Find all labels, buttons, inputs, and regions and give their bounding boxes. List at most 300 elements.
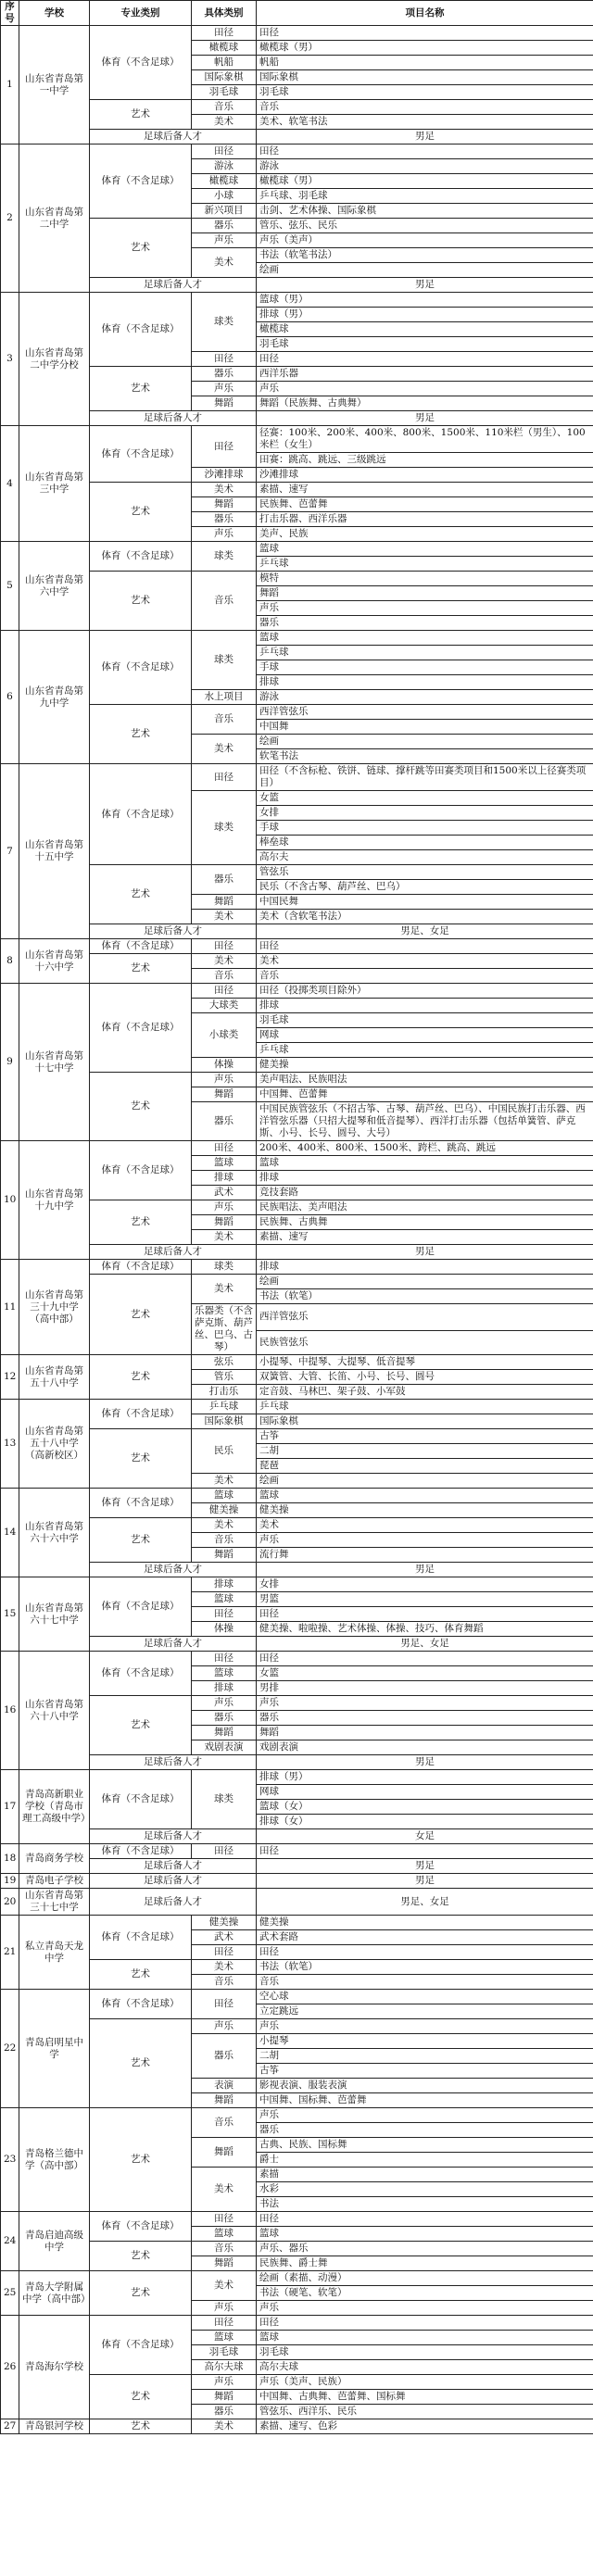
school-number: 7 — [1, 764, 19, 939]
table-row — [1, 1637, 593, 1652]
type-cell: 声乐 — [192, 1073, 257, 1087]
category-cell: 体育（不含足球） — [90, 1770, 192, 1829]
project-cell: 健美操 — [257, 1503, 593, 1518]
school-number: 11 — [1, 1260, 19, 1355]
category-cell: 艺术 — [90, 2242, 192, 2271]
table-row — [1, 1889, 593, 1916]
project-cell: 器乐 — [257, 2123, 593, 2138]
project-cell: 200米、400米、800米、1500米、跨栏、跳高、跳远 — [257, 1141, 593, 1156]
type-cell: 舞蹈 — [192, 2093, 257, 2108]
project-cell: 手球 — [257, 660, 593, 675]
table-row — [1, 483, 593, 497]
project-cell: 健美操 — [257, 1058, 593, 1073]
school-name: 山东省青岛第九中学 — [19, 631, 90, 764]
type-cell: 舞蹈 — [192, 2138, 257, 2168]
school-number: 27 — [1, 2419, 19, 2434]
type-cell: 篮球 — [192, 1592, 257, 1607]
type-cell: 田径 — [192, 764, 257, 791]
category-cell: 体育（不含足球） — [90, 1916, 192, 1960]
project-cell: 国际象棋 — [257, 1414, 593, 1429]
category-cell: 艺术 — [90, 219, 192, 278]
school-number: 21 — [1, 1916, 19, 1990]
project-cell: 男足 — [257, 1563, 593, 1577]
category-cell: 足球后备人才 — [90, 1829, 257, 1844]
type-cell: 美术 — [192, 1230, 257, 1245]
type-cell: 音乐 — [192, 2108, 257, 2138]
table-row — [1, 1770, 593, 1785]
type-cell: 声乐 — [192, 2019, 257, 2034]
project-cell: 田径 — [257, 145, 593, 159]
project-cell: 戏剧表演 — [257, 1740, 593, 1755]
school-number: 8 — [1, 939, 19, 984]
school-number: 20 — [1, 1889, 19, 1916]
type-cell: 田径 — [192, 426, 257, 468]
project-cell: 模特 — [257, 572, 593, 586]
project-cell: 帆船 — [257, 56, 593, 70]
category-cell: 体育（不含足球） — [90, 1260, 192, 1275]
project-cell: 高尔夫 — [257, 850, 593, 865]
school-number: 12 — [1, 1355, 19, 1400]
table-row — [1, 1073, 593, 1087]
category-cell: 足球后备人才 — [90, 1637, 257, 1652]
project-cell: 竞技套路 — [257, 1186, 593, 1200]
project-cell: 声乐 — [257, 382, 593, 396]
table-row — [1, 764, 593, 791]
project-cell: 管乐、弦乐、民乐 — [257, 219, 593, 233]
type-cell: 排球 — [192, 1577, 257, 1592]
project-cell: 书法 — [257, 2197, 593, 2212]
project-cell: 美术、软笔书法 — [257, 115, 593, 130]
type-cell: 民乐 — [192, 1429, 257, 1474]
project-cell: 羽毛球 — [257, 85, 593, 100]
type-cell: 田径 — [192, 26, 257, 41]
type-cell: 田径 — [192, 1652, 257, 1666]
table-row — [1, 145, 593, 159]
project-cell: 古筝 — [257, 1429, 593, 1444]
project-cell: 羽毛球 — [257, 1013, 593, 1028]
school-number: 5 — [1, 542, 19, 631]
category-cell: 艺术 — [90, 705, 192, 764]
category-cell: 足球后备人才 — [90, 1755, 257, 1770]
school-name: 山东省青岛第三十九中学（高中部） — [19, 1260, 90, 1355]
project-cell: 双簧管、大管、长笛、小号、长号、圆号 — [257, 1370, 593, 1385]
school-number: 26 — [1, 2316, 19, 2419]
type-cell: 篮球 — [192, 1489, 257, 1503]
table-row — [1, 954, 593, 969]
type-cell: 美术 — [192, 248, 257, 278]
table-row — [1, 426, 593, 453]
project-cell: 素描、速写 — [257, 1230, 593, 1245]
category-cell: 体育（不含足球） — [90, 26, 192, 100]
type-cell: 帆船 — [192, 56, 257, 70]
project-cell: 素描、速写、色彩 — [257, 2419, 593, 2434]
category-cell: 艺术 — [90, 367, 192, 411]
project-cell: 美声、民族 — [257, 527, 593, 542]
project-cell: 排球（男） — [257, 1770, 593, 1785]
school-name: 山东省青岛第五十八中学 — [19, 1355, 90, 1400]
project-cell: 男篮 — [257, 1592, 593, 1607]
project-cell: 棒垒球 — [257, 836, 593, 850]
category-cell: 足球后备人才 — [90, 1245, 257, 1260]
table-row — [1, 26, 593, 41]
table-row — [1, 924, 593, 939]
category-cell: 足球后备人才 — [90, 1563, 257, 1577]
type-cell: 球类 — [192, 1260, 257, 1275]
category-cell: 体育（不含足球） — [90, 984, 192, 1073]
type-cell: 田径 — [192, 1990, 257, 2019]
school-number: 3 — [1, 293, 19, 426]
project-cell: 声乐 — [257, 2108, 593, 2123]
table-row — [1, 1829, 593, 1844]
project-cell: 排球（女） — [257, 1815, 593, 1829]
school-number: 18 — [1, 1844, 19, 1874]
table-row — [1, 100, 593, 115]
type-cell: 音乐 — [192, 2242, 257, 2256]
category-cell: 体育（不含足球） — [90, 939, 192, 954]
table-row — [1, 2316, 593, 2331]
type-cell: 舞蹈 — [192, 1726, 257, 1740]
type-cell: 羽毛球 — [192, 85, 257, 100]
category-cell: 体育（不含足球） — [90, 1400, 192, 1429]
type-cell: 美术 — [192, 483, 257, 497]
project-cell: 空心球 — [257, 1990, 593, 2004]
type-cell: 音乐 — [192, 1975, 257, 1990]
type-cell: 田径 — [192, 984, 257, 999]
school-name: 山东省青岛第三十七中学 — [19, 1889, 90, 1916]
table-row — [1, 1844, 593, 1859]
type-cell: 舞蹈 — [192, 2390, 257, 2405]
table-row — [1, 542, 593, 557]
table-row — [1, 1696, 593, 1711]
project-cell: 男足、女足 — [257, 1637, 593, 1652]
project-cell: 民族唱法、美声唱法 — [257, 1200, 593, 1215]
type-cell: 田径 — [192, 2316, 257, 2331]
project-cell: 健美操、啦啦操、艺术体操、体操、技巧、体育舞蹈 — [257, 1622, 593, 1637]
project-cell: 西洋管弦乐 — [257, 705, 593, 720]
table-row — [1, 705, 593, 720]
school-name: 私立青岛天龙中学 — [19, 1916, 90, 1990]
project-cell: 乒乓球 — [257, 1400, 593, 1414]
project-cell: 排球 — [257, 1171, 593, 1186]
school-name: 山东省青岛第十九中学 — [19, 1141, 90, 1260]
type-cell: 田径 — [192, 2212, 257, 2227]
category-cell: 体育（不含足球） — [90, 293, 192, 367]
category-cell: 艺术 — [90, 1696, 192, 1755]
project-cell: 素描、速写 — [257, 483, 593, 497]
project-cell: 田赛：跳高、跳远、三级跳远 — [257, 453, 593, 468]
school-number: 1 — [1, 26, 19, 145]
type-cell: 美术 — [192, 1474, 257, 1489]
type-cell: 音乐 — [192, 705, 257, 735]
project-cell: 羽毛球 — [257, 2345, 593, 2360]
project-cell: 声乐 — [257, 601, 593, 616]
table-row — [1, 1563, 593, 1577]
type-cell: 体操 — [192, 1058, 257, 1073]
project-cell: 绘画（素描、动漫） — [257, 2271, 593, 2286]
project-cell: 篮球 — [257, 1489, 593, 1503]
project-cell: 沙滩排球 — [257, 468, 593, 483]
type-cell: 水上项目 — [192, 690, 257, 705]
table-row — [1, 1260, 593, 1275]
project-cell: 西洋乐器 — [257, 367, 593, 382]
category-cell: 足球后备人才 — [90, 924, 257, 939]
type-cell: 健美操 — [192, 1503, 257, 1518]
school-name: 青岛大学附属中学（高中部） — [19, 2271, 90, 2316]
project-cell: 橄榄球（男） — [257, 41, 593, 56]
project-cell: 中国民族管弦乐（不招古筝、古琴、葫芦丝、巴乌）、中国民族打击乐器、西洋管弦乐器（只招大提琴和低音提琴）、西洋打击乐器（包括单簧管、萨克斯、小号、长号、圆号、大号） — [257, 1102, 593, 1141]
type-cell: 音乐 — [192, 1533, 257, 1548]
table-row — [1, 1874, 593, 1889]
header-no: 序号 — [1, 1, 19, 26]
type-cell: 排球 — [192, 1171, 257, 1186]
type-cell: 小球类 — [192, 1013, 257, 1058]
category-cell: 足球后备人才 — [90, 1859, 257, 1874]
type-cell: 戏剧表演 — [192, 1740, 257, 1755]
type-cell: 排球 — [192, 1681, 257, 1696]
project-cell: 民族舞、芭蕾舞 — [257, 497, 593, 512]
school-number: 19 — [1, 1874, 19, 1889]
project-cell: 素描 — [257, 2168, 593, 2182]
project-cell: 二胡 — [257, 1444, 593, 1459]
category-cell: 体育（不含足球） — [90, 145, 192, 219]
type-cell: 小球 — [192, 189, 257, 204]
project-cell: 古筝 — [257, 2064, 593, 2079]
type-cell: 管乐 — [192, 1370, 257, 1385]
category-cell: 艺术 — [90, 1073, 192, 1141]
project-cell: 男足 — [257, 1245, 593, 1260]
type-cell: 美术 — [192, 954, 257, 969]
project-cell: 书法（软笔） — [257, 1960, 593, 1975]
table-row — [1, 1518, 593, 1533]
type-cell: 高尔夫球 — [192, 2360, 257, 2375]
school-name: 山东省青岛第三中学 — [19, 426, 90, 542]
type-cell: 国际象棋 — [192, 70, 257, 85]
category-cell: 艺术 — [90, 483, 192, 542]
category-cell: 艺术 — [90, 1275, 192, 1355]
project-cell: 网球 — [257, 1028, 593, 1043]
type-cell: 乐器类（不含萨克斯、葫芦丝、巴乌、古琴） — [192, 1304, 257, 1355]
category-cell: 体育（不含足球） — [90, 2212, 192, 2242]
table-header-row — [1, 1, 593, 26]
school-name: 青岛银河学校 — [19, 2419, 90, 2434]
project-cell: 篮球 — [257, 1156, 593, 1171]
type-cell: 舞蹈 — [192, 2256, 257, 2271]
table-row — [1, 631, 593, 646]
type-cell: 舞蹈 — [192, 1215, 257, 1230]
project-cell: 游泳 — [257, 159, 593, 174]
table-row — [1, 865, 593, 880]
project-cell: 管弦乐、西洋乐、民乐 — [257, 2405, 593, 2419]
project-cell: 男足 — [257, 1755, 593, 1770]
type-cell: 声乐 — [192, 233, 257, 248]
category-cell: 体育（不含足球） — [90, 1141, 192, 1200]
project-cell: 篮球 — [257, 631, 593, 646]
project-cell: 田径 — [257, 1652, 593, 1666]
type-cell: 游泳 — [192, 159, 257, 174]
school-name: 青岛商务学校 — [19, 1844, 90, 1874]
project-cell: 中国舞、古典舞、芭蕾舞、国标舞 — [257, 2390, 593, 2405]
project-cell: 田径 — [257, 1844, 593, 1859]
project-cell: 武术套路 — [257, 1930, 593, 1945]
project-cell: 中国舞、芭蕾舞 — [257, 1087, 593, 1102]
table-row — [1, 939, 593, 954]
project-cell: 声乐（美声） — [257, 233, 593, 248]
category-cell: 艺术 — [90, 2019, 192, 2108]
school-number: 13 — [1, 1400, 19, 1489]
project-cell: 乒乓球 — [257, 557, 593, 572]
project-cell: 水彩 — [257, 2182, 593, 2197]
project-cell: 打击乐器、西洋乐器 — [257, 512, 593, 527]
table-row — [1, 1960, 593, 1975]
project-cell: 西洋管弦乐 — [257, 1304, 593, 1331]
table-row — [1, 2271, 593, 2286]
project-cell: 二胡 — [257, 2049, 593, 2064]
project-cell: 男足 — [257, 278, 593, 293]
table-row — [1, 1400, 593, 1414]
type-cell: 武术 — [192, 1186, 257, 1200]
table-row — [1, 130, 593, 145]
table-row — [1, 1429, 593, 1444]
type-cell: 体操 — [192, 1622, 257, 1637]
type-cell: 音乐 — [192, 969, 257, 984]
type-cell: 器乐 — [192, 219, 257, 233]
school-number: 10 — [1, 1141, 19, 1260]
project-cell: 中国舞 — [257, 720, 593, 735]
project-cell: 篮球 — [257, 2227, 593, 2242]
type-cell: 美术 — [192, 2271, 257, 2301]
header-school: 学校 — [19, 1, 90, 26]
type-cell: 舞蹈 — [192, 895, 257, 910]
project-cell: 音乐 — [257, 100, 593, 115]
type-cell: 武术 — [192, 1930, 257, 1945]
project-cell: 排球 — [257, 1260, 593, 1275]
project-cell: 小提琴 — [257, 2034, 593, 2049]
project-cell: 女篮 — [257, 1666, 593, 1681]
table-row — [1, 1141, 593, 1156]
project-cell: 女排 — [257, 1577, 593, 1592]
project-cell: 绘画 — [257, 263, 593, 278]
type-cell: 国际象棋 — [192, 1414, 257, 1429]
school-name: 青岛电子学校 — [19, 1874, 90, 1889]
school-number: 25 — [1, 2271, 19, 2316]
school-name: 山东省青岛第六中学 — [19, 542, 90, 631]
school-name: 山东省青岛第十六中学 — [19, 939, 90, 984]
type-cell: 器乐 — [192, 512, 257, 527]
type-cell: 器乐 — [192, 865, 257, 895]
school-number: 2 — [1, 145, 19, 293]
project-cell: 书法（软笔） — [257, 1289, 593, 1304]
type-cell: 田径 — [192, 1607, 257, 1622]
type-cell: 声乐 — [192, 382, 257, 396]
type-cell: 舞蹈 — [192, 1087, 257, 1102]
school-name: 山东省青岛第六十六中学 — [19, 1489, 90, 1577]
type-cell: 器乐 — [192, 2034, 257, 2079]
project-cell: 乒乓球 — [257, 646, 593, 660]
project-cell: 女篮 — [257, 791, 593, 806]
type-cell: 田径 — [192, 352, 257, 367]
project-cell: 田径 — [257, 1945, 593, 1960]
type-cell: 美术 — [192, 910, 257, 924]
project-cell: 舞蹈 — [257, 586, 593, 601]
school-name: 青岛启明星中学 — [19, 1990, 90, 2108]
type-cell: 田径 — [192, 1844, 257, 1859]
project-cell: 民乐（不含古琴、葫芦丝、巴乌） — [257, 880, 593, 895]
category-cell: 足球后备人才 — [90, 278, 257, 293]
type-cell: 音乐 — [192, 572, 257, 631]
type-cell: 羽毛球 — [192, 2345, 257, 2360]
school-name: 山东省青岛第五十八中学（高新校区） — [19, 1400, 90, 1489]
table-row — [1, 572, 593, 586]
project-cell: 器乐 — [257, 616, 593, 631]
project-cell: 音乐 — [257, 969, 593, 984]
project-cell: 绘画 — [257, 1474, 593, 1489]
school-name: 山东省青岛第二中学 — [19, 145, 90, 293]
project-cell: 手球 — [257, 821, 593, 836]
type-cell: 橄榄球 — [192, 41, 257, 56]
project-cell: 男排 — [257, 1681, 593, 1696]
type-cell: 弦乐 — [192, 1355, 257, 1370]
table-row — [1, 2212, 593, 2227]
type-cell: 美术 — [192, 115, 257, 130]
project-cell: 田径 — [257, 26, 593, 41]
project-cell: 男足、女足 — [257, 924, 593, 939]
type-cell: 田径 — [192, 1945, 257, 1960]
table-row — [1, 984, 593, 999]
school-name: 山东省青岛第二中学分校 — [19, 293, 90, 426]
type-cell: 声乐 — [192, 527, 257, 542]
project-cell: 立定跳远 — [257, 2004, 593, 2019]
project-cell: 击剑、艺术体操、国际象棋 — [257, 204, 593, 219]
table-row — [1, 2108, 593, 2123]
project-cell: 篮球 — [257, 542, 593, 557]
school-number: 24 — [1, 2212, 19, 2271]
header-project: 项目名称 — [257, 1, 593, 26]
project-cell: 软笔书法 — [257, 749, 593, 764]
category-cell: 艺术 — [90, 2108, 192, 2212]
category-cell: 体育（不含足球） — [90, 1844, 192, 1859]
project-cell: 田径 — [257, 2212, 593, 2227]
project-cell: 美术 — [257, 1518, 593, 1533]
table-row — [1, 2242, 593, 2256]
project-cell: 中国舞、国标舞、芭蕾舞 — [257, 2093, 593, 2108]
school-number: 4 — [1, 426, 19, 542]
school-number: 17 — [1, 1770, 19, 1844]
school-name: 山东省青岛第十五中学 — [19, 764, 90, 939]
project-cell: 爵士 — [257, 2153, 593, 2168]
table-row — [1, 1652, 593, 1666]
project-cell: 男足、女足 — [257, 1889, 593, 1916]
school-number: 15 — [1, 1577, 19, 1652]
project-cell: 高尔夫球 — [257, 2360, 593, 2375]
category-cell: 艺术 — [90, 572, 192, 631]
type-cell: 田径 — [192, 939, 257, 954]
project-cell: 民族舞、爵士舞 — [257, 2256, 593, 2271]
project-cell: 男足 — [257, 1859, 593, 1874]
category-cell: 艺术 — [90, 100, 192, 130]
project-cell: 乒乓球、羽毛球 — [257, 189, 593, 204]
school-number: 16 — [1, 1652, 19, 1770]
type-cell: 声乐 — [192, 1696, 257, 1711]
category-cell: 体育（不含足球） — [90, 1489, 192, 1518]
type-cell: 美术 — [192, 1960, 257, 1975]
project-cell: 健美操 — [257, 1916, 593, 1930]
type-cell: 田径 — [192, 1141, 257, 1156]
table-row — [1, 2419, 593, 2434]
school-number: 23 — [1, 2108, 19, 2212]
type-cell: 器乐 — [192, 1711, 257, 1726]
project-cell: 排球 — [257, 675, 593, 690]
type-cell: 橄榄球 — [192, 174, 257, 189]
